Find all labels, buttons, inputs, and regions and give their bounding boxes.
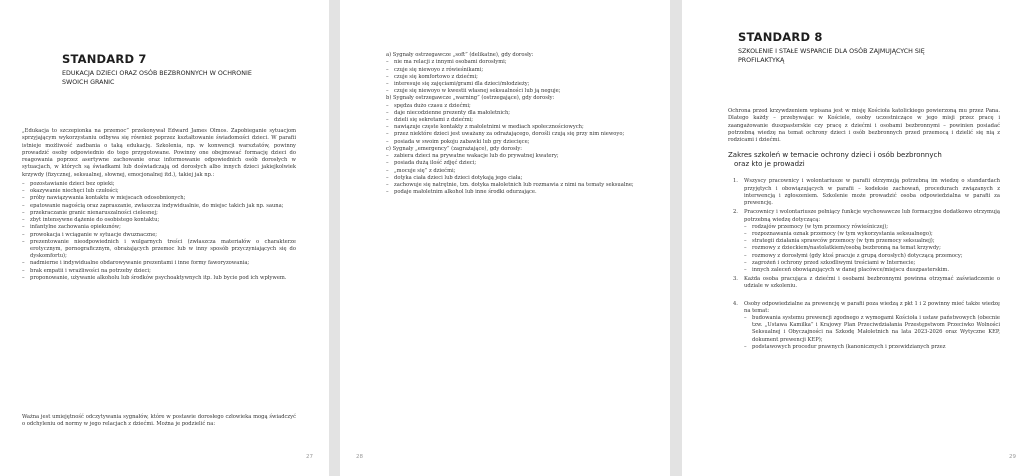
list-item: – prowokacja i wciąganie w sytuacje dwuznaczne; [22,232,296,239]
list-item: – próby nawiązywania kontaktu w miejscach odosobnionych; [22,195,296,202]
training-item [733,301,1000,351]
standard-title: STANDARD 7 [62,52,147,66]
list-item: – spędza dużo czasu z dziećmi; [386,103,654,110]
list-item: – rozmowy z dorosłymi (gdy ktoś pracuje z grupą dorosłych) dotyczącą przemocy; [744,253,1000,260]
list-item: – podaje małoletnim alkohol lub inne środki odurzające. [386,189,654,196]
page-29-body [728,108,1000,351]
list-item: – budowania systemu prewencji zgodnego z wymogami Kościoła i ustaw państwowych (obecnie tzw. „Ustawa Kamilka” i Krajowy Plan Przeciwdziałania Przestępstwom Przeciwko Wolności Seksualnej i Obyczajności na Szkodę Małoletnich na lata 2023-2026 oraz Wytyczne KEP, dokument prewencji KEP); [744,315,1000,344]
page-27-body [22,128,296,282]
standard-subtitle [62,69,292,87]
training-list [728,178,1000,350]
item-number: 4. [733,300,738,307]
list-item: – podstawowych procedur prawnych (kanonicznych i przewidzianych przez [744,344,1000,351]
standard-subtitle [738,47,978,65]
list-item: – nawiązuje częste kontakty z małoletnimi w mediach społecznościowych; [386,124,654,131]
training-item [733,276,1000,290]
list-item: – infantylne zachowania opiekunów; [22,224,296,231]
page-28-body [386,52,654,196]
heading-line: Zakres szkoleń w temacie ochrony dzieci i osób bezbronnych [728,151,942,160]
signals-soft-heading: a) Sygnały ostrzegawcze „soft” (delikatne), gdy dorosły: [386,52,534,58]
subtitle-line: SZKOLENIE I STAŁE WSPARCIE DLA OSÓB ZAJMUJĄCYCH SIĘ [738,48,925,55]
item-number: 1. [733,178,738,185]
training-item [733,178,1000,207]
list-item: – przez niektóre dzieci jest uważany za odrażającego, dorośli czują się przy nim niewoyo; [386,131,654,138]
standard-8-header [738,30,978,65]
list-item: – czuje się niewoyo z rówieśnikami; [386,67,654,74]
list-item: – epatowanie nagością oraz zapraszanie, zwłaszcza indywidualnie, do miejsc takich jak np. sauna; [22,203,296,210]
list-item: – nadmierne i indywidualne obdarowywanie prezentami i inne formy faworyzowania; [22,260,296,267]
intro-paragraph: „Edukacja to szczepionka na przemoc” przekonywał Edward James Olmos. Zapobieganie sytuacjom sprzyjającym wykorzystaniu odbywa się również poprzez kształtowanie świadomości dzieci. W parafii istnieje możliwość zadbania o taką edukację. Szkolenia, np. w konwencji warsztatów, powinny prowadzić osoby odpowiednio do tego przygotowane. Powinny one obejmować formację dzieci do reagowania poprzez asertywne zachowanie oraz informowanie odpowiednich osób dorosłych w sytuacjach, w których są świadkami lub doświadczają od dorosłych albo innych dzieci jakiejkolwiek krzywdy (fizycznej, seksualnej, słownej, emocjonalnej itd.), takiej jak np.: [22,128,296,178]
list-item: – dotyka ciała dzieci lub dzieci dotykają jego ciała; [386,175,654,182]
signals-emergency-heading: c) Sygnały „emergency” (zagrażające), gdy dorosły: [386,145,523,152]
item-number: 2. [733,209,738,216]
list-item: – brak empatii i wrażliwości na potrzeby dzieci; [22,268,296,275]
intro-paragraph: Ochrona przed krzywdzeniem wpisana jest w misję Kościoła katolickiego powierzoną mu przez Pana. Dlatego każdy – przebywając w Kościele, osoby uczestniczące w jego misji przez pracę i zaangażowanie duszpasterskie czy pracę z dziećmi i osobami bezbronnymi – powinien posiadać potrzebną wiedzę na temat ochrony dzieci i osób bezbronnych przed przemocą i dzielić się nią z rodzicami i dziećmi. [728,108,1000,144]
list-item: – posiada w swoim pokoju zabawki lub gry dziecięce; [386,139,654,146]
page-number: 28 [356,454,363,460]
signals-warning-heading: b) Sygnały ostrzegawcze „warning” (ostrzegające), gdy dorosły: [386,95,555,102]
list-item: – zagrożeń i ochrony przed szkodliwymi treściami w Internecie; [744,260,1000,267]
item-number: 3. [733,276,738,283]
page-number: 27 [306,454,313,460]
list-item: – innych zaleceń obowiązujących w danej placówce/miejscu duszpasterskim. [744,267,1000,274]
list-item: – strategii działania sprawców przemocy (w tym przemocy seksualnej); [744,238,1000,245]
list-item: – zachowuje się natrętnie, tzn. dotyka małoletnich lub rozmawia z nimi na tematy seksualne; [386,182,654,189]
item-text: Pracownicy i wolontariusze pełniący funkcje wychowawcze lub formacyjne dodatkowo otrzymują potrzebną wiedzę dotyczącą: [744,209,1000,223]
item-text: Osoby odpowiedzialne za prewencję w parafii poza wiedzą z pkt 1 i 2 powinny mieć także wiedzę na temat: [744,300,1000,314]
page-28 [340,0,670,476]
page-number: 29 [1009,454,1016,460]
subtitle-line: PROFILAKTYKĄ [738,57,785,64]
standard-7-header [62,52,292,87]
risk-behaviors-list [22,181,296,282]
list-item: – prezentowanie nieodpowiednich i wulgarnych treści (zwłaszcza materiałów o charakterze erotycznym, pornograficznym, obrażających przemoc lub w inny sposób przyczyniających się do dyskomfortu); [22,239,296,261]
signals-warning-list [386,103,654,146]
list-item: – interesuje się zajęciami/grami dla dzieci/młodzieży; [386,81,654,88]
list-item: – daje niecodzienne prezenty dla małoletnich; [386,110,654,117]
list-item: – czuje się niewoyo w kwestii własnej seksualności lub ją neguje; [386,88,654,95]
signals-soft-list [386,59,654,95]
list-item: – zbyt intensywne dążenie do osobistego kontaktu; [22,217,296,224]
list-item: – nie ma relacji z innymi osobami dorosłymi; [386,59,654,66]
prevention-topics-list [744,315,1000,351]
section-heading [728,151,1000,169]
list-item: – „mocuje się” z dziećmi; [386,168,654,175]
list-item: – czuje się komfortowo z dziećmi; [386,74,654,81]
list-item: – zabiera dzieci na prywatne wakacje lub do prywatnej kwatery; [386,153,654,160]
list-item: – rozpoznawania oznak przemocy (w tym wykorzystania seksualnego); [744,231,1000,238]
knowledge-topics-list [744,224,1000,274]
list-item: – rozmowy z dzieckiem/nastolatkiem/osobą bezbronną na temat krzywdy; [744,245,1000,252]
page-27 [0,0,329,476]
list-item: – posiada dużą ilość zdjęć dzieci; [386,160,654,167]
heading-line: oraz kto je prowadzi [734,160,805,169]
signals-emergency-list [386,153,654,196]
subtitle-line: EDUKACJA DZIECI ORAZ OSÓB BEZBRONNYCH W OCHRONIE [62,70,252,77]
page-29 [682,0,1024,476]
subtitle-line: SWOICH GRANIC [62,79,115,86]
list-item: – rodzajów przemocy (w tym przemocy rówieśniczej); [744,224,1000,231]
standard-title: STANDARD 8 [738,30,823,44]
list-item: – przekraczanie granic nienaruszalności cielesnej; [22,210,296,217]
training-item [733,209,1000,274]
list-item: – okazywanie niechęci lub czułości; [22,188,296,195]
closing-paragraph: Ważna jest umiejętność odczytywania sygnałów, które w postawie dorosłego człowieka mogą świadczyć o odchyleniu od normy w jego relacjach z dziećmi. Można je podzielić na: [22,414,296,428]
item-text: Każda osoba pracująca z dziećmi i osobami bezbronnymi powinna otrzymać zaświadczenie o udziale w szkoleniu. [744,276,1000,290]
list-item: – dzieli się sekretami z dziećmi; [386,117,654,124]
list-item: – pozostawianie dzieci bez opieki; [22,181,296,188]
item-text: Wszyscy pracownicy i wolontariusze w parafii otrzymują potrzebną im wiedzę o standardach przyjętych i obowiązujących w parafii – kodeksie zachowań, procedurach związanych z interwencją i zgłoszeniem. Szkolenie może prowadzić osoba odpowiedzialna w parafii za prewencję. [744,178,1000,207]
list-item: – proponowanie, używanie alkoholu lub środków psychoaktywnych itp. lub bycie pod ich wpływem. [22,275,296,282]
